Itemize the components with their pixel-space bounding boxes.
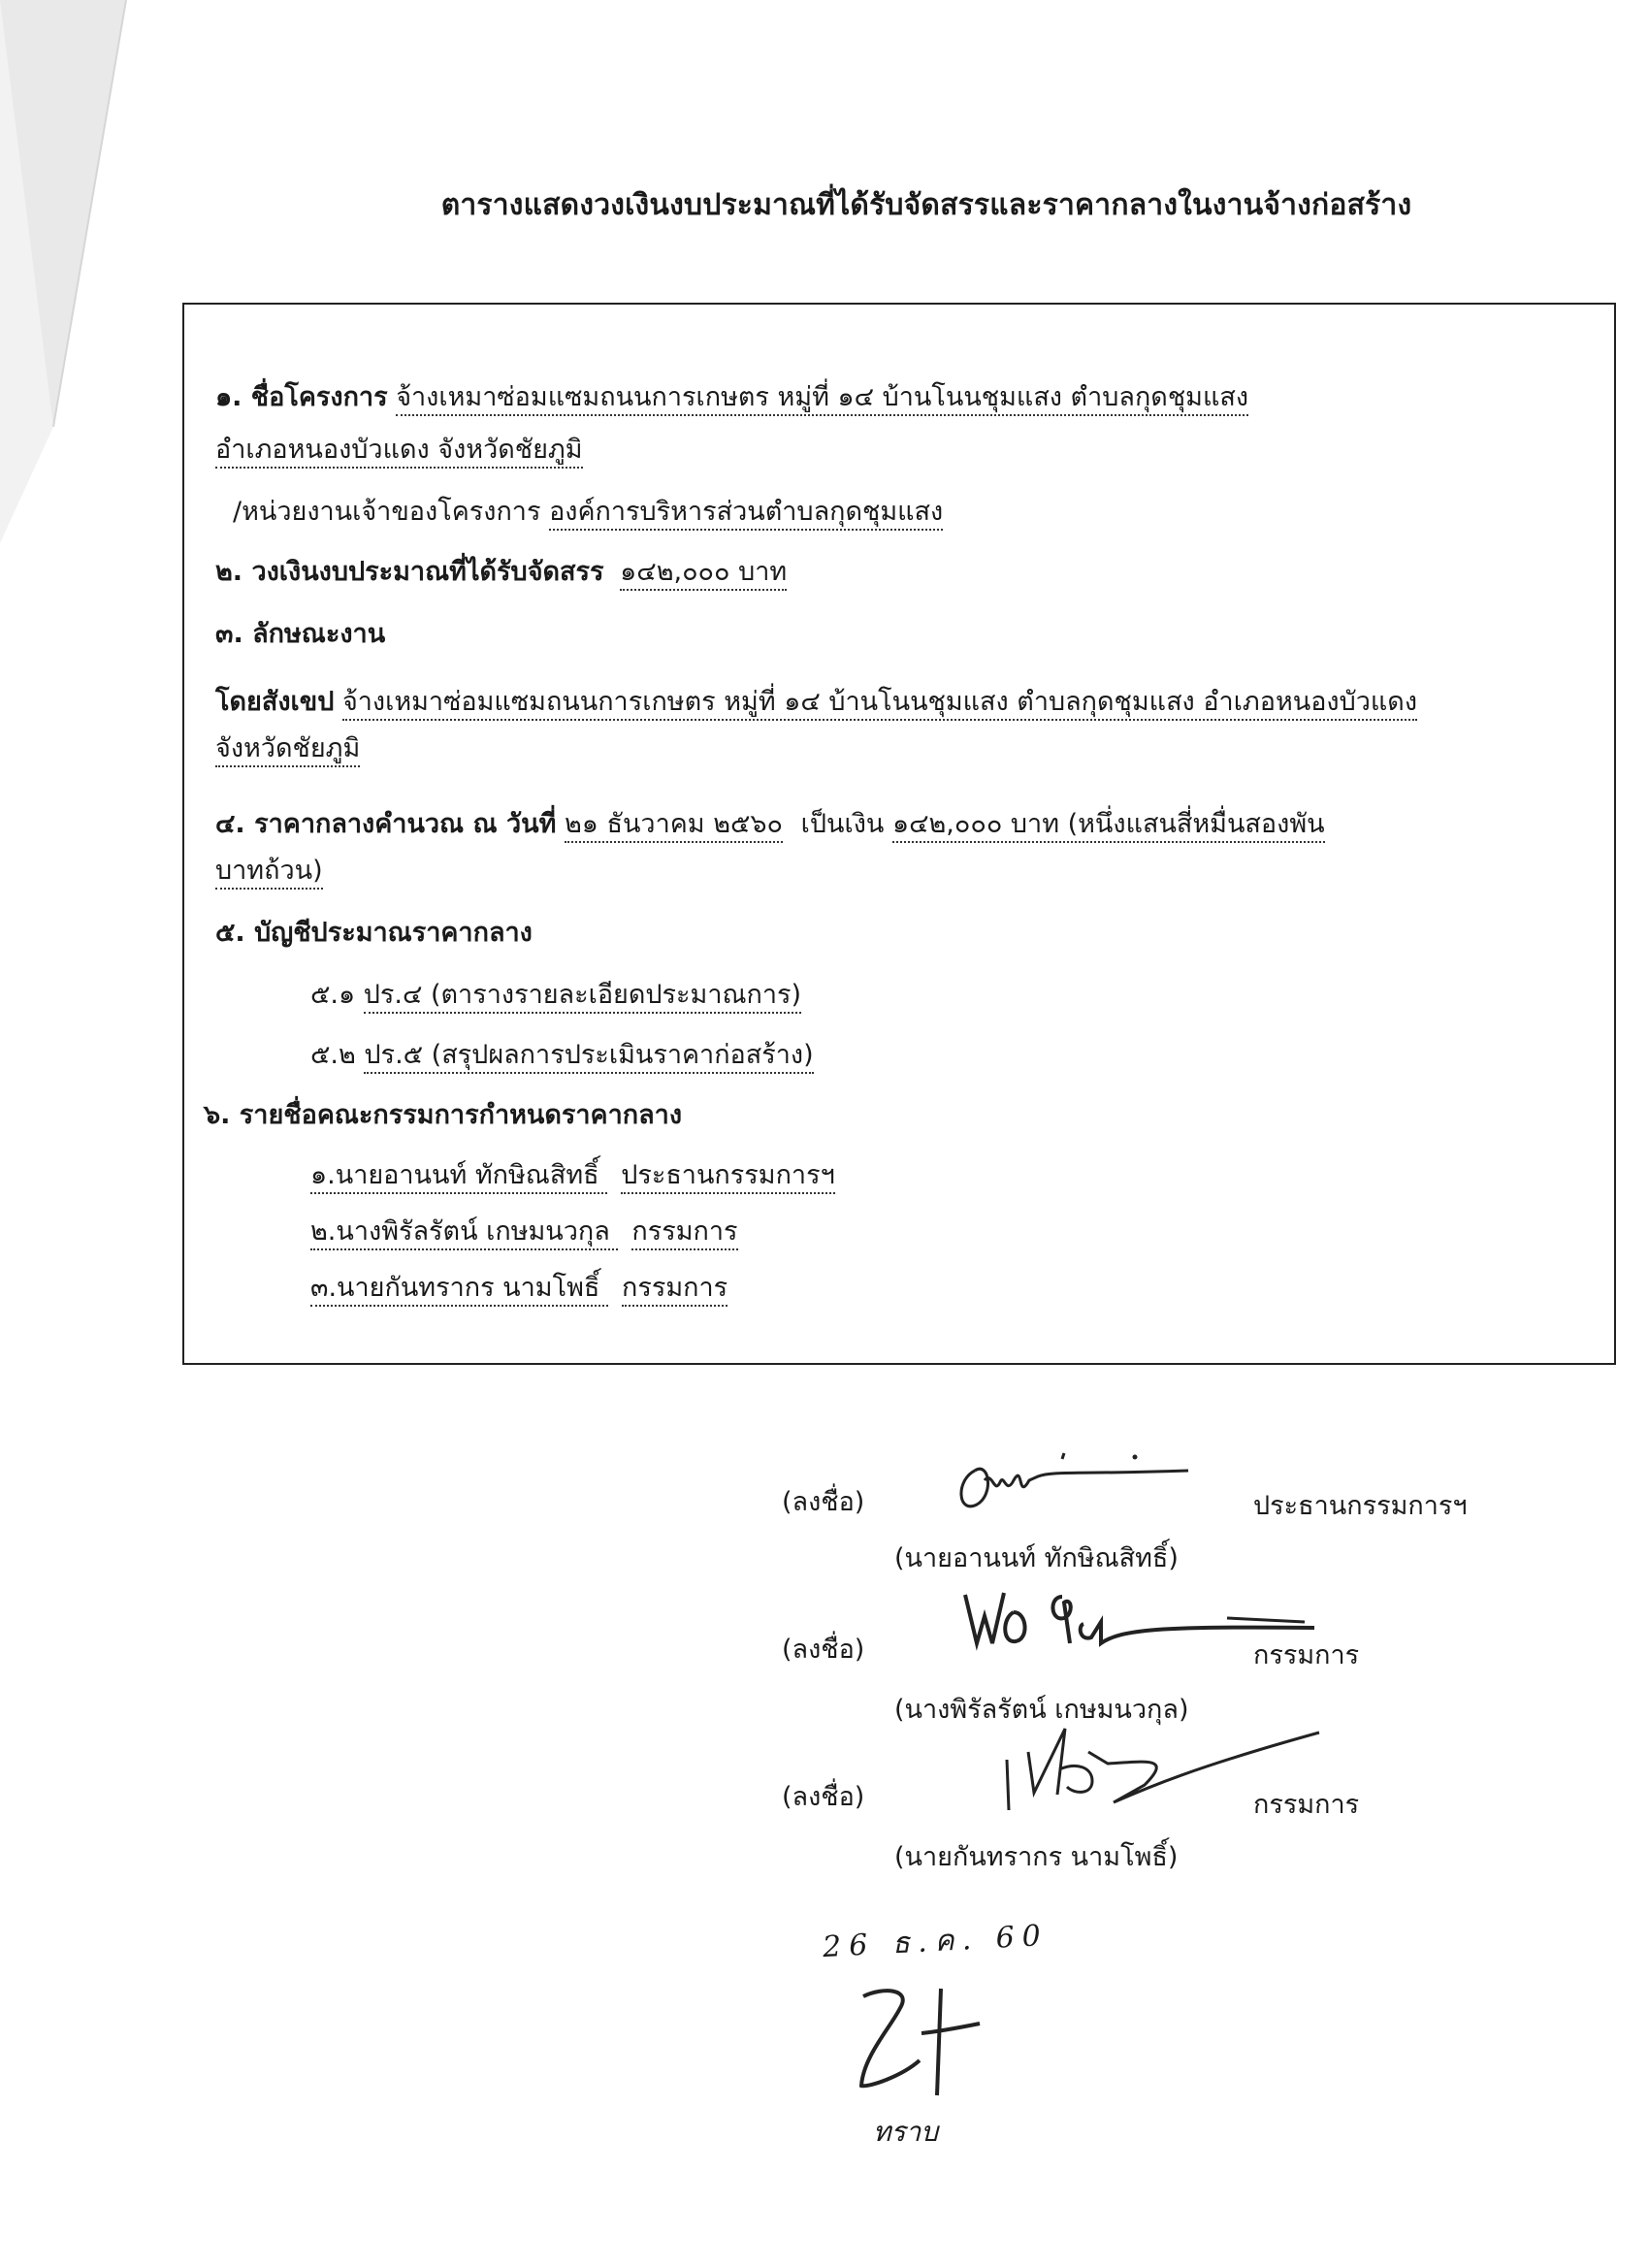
member-name: นายอานนท์ ทักษิณสิทธิ์ bbox=[335, 1160, 599, 1190]
member-num: ๓. bbox=[310, 1273, 338, 1303]
section1-row bbox=[215, 384, 1248, 410]
page-title: ตารางแสดงวงเงินงบประมาณที่ได้รับจัดสรรและราคากลางในงานจ้างก่อสร้าง bbox=[440, 188, 1412, 222]
member-role: กรรมการ bbox=[622, 1273, 728, 1307]
section5-item-text: ปร.๕ (สรุปผลการประเมินราคาก่อสร้าง) bbox=[364, 1040, 813, 1074]
initials-image bbox=[844, 1979, 999, 2105]
sign-label: (ลงชื่อ) bbox=[782, 1487, 865, 1517]
sign-label: (ลงชื่อ) bbox=[782, 1782, 865, 1812]
member-role: ประธานกรรมการฯ bbox=[621, 1160, 835, 1194]
signer-role: กรรมการ bbox=[1253, 1640, 1360, 1670]
committee-member bbox=[310, 1162, 835, 1188]
owner-value: องค์การบริหารส่วนตำบลกุดชุมแสง bbox=[549, 497, 943, 531]
section3-summary-row bbox=[215, 689, 1417, 715]
signer-role: กรรมการ bbox=[1253, 1790, 1360, 1820]
handwritten-date: 26 ธ.ค. 60 bbox=[822, 1918, 1050, 1965]
signature-1-image bbox=[946, 1442, 1227, 1519]
section6-label: ๖. รายชื่อคณะกรรมการกำหนดราคากลาง bbox=[204, 1100, 683, 1130]
signer-printed-name: (นางพิรัลรัตน์ เกษมนวกุล) bbox=[894, 1695, 1189, 1725]
owner-row bbox=[233, 499, 943, 525]
sign-label: (ลงชื่อ) bbox=[782, 1635, 865, 1665]
budget-value: ๑๔๒,๐๐๐ บาท bbox=[620, 557, 787, 591]
member-role: กรรมการ bbox=[631, 1216, 737, 1250]
project-name-line1: จ้างเหมาซ่อมแซมถนนการเกษตร หมู่ที่ ๑๔ บ้านโนนชุมแสง ตำบลกุดชุมแสง bbox=[396, 382, 1248, 416]
project-name-line2: อำเภอหนองบัวแดง จังหวัดชัยภูมิ bbox=[215, 435, 583, 469]
section1-row2 bbox=[215, 437, 583, 463]
section3-label: ๓. ลักษณะงาน bbox=[215, 619, 386, 649]
committee-member bbox=[310, 1275, 728, 1301]
section5-item bbox=[310, 1042, 814, 1068]
signer-role: ประธานกรรมการฯ bbox=[1253, 1491, 1468, 1521]
section5-label: ๕. บัญชีประมาณราคากลาง bbox=[215, 918, 533, 948]
amount-line1: ๑๔๒,๐๐๐ บาท (หนึ่งแสนสี่หมื่นสองพัน bbox=[892, 809, 1325, 843]
member-num: ๒. bbox=[310, 1216, 337, 1247]
signer-printed-name: (นายอานนท์ ทักษิณสิทธิ์) bbox=[894, 1543, 1179, 1573]
section5-item-num: ๕.๑ bbox=[310, 980, 356, 1010]
member-num: ๑. bbox=[310, 1160, 336, 1190]
section4-label: ๔. ราคากลางคำนวณ ณ วันที่ bbox=[215, 809, 557, 839]
amount-label: เป็นเงิน bbox=[800, 809, 885, 839]
section4-row2 bbox=[215, 858, 323, 884]
summary-line1: จ้างเหมาซ่อมแซมถนนการเกษตร หมู่ที่ ๑๔ บ้านโนนชุมแสง ตำบลกุดชุมแสง อำเภอหนองบัวแดง bbox=[342, 687, 1417, 721]
section1-label: ๑. ชื่อโครงการ bbox=[215, 382, 388, 412]
section3-summary-row2 bbox=[215, 735, 360, 761]
section4-row bbox=[215, 811, 1325, 837]
section5-item bbox=[310, 982, 801, 1008]
member-name: นางพิรัลรัตน์ เกษมนวกุล bbox=[336, 1216, 610, 1247]
committee-member bbox=[310, 1218, 738, 1245]
section2-row bbox=[215, 559, 787, 585]
signer-printed-name: (นายกันทรากร นามโพธิ์) bbox=[894, 1842, 1179, 1872]
summary-label: โดยสังเขป bbox=[215, 687, 335, 717]
section2-label: ๒. วงเงินงบประมาณที่ได้รับจัดสรร bbox=[215, 557, 604, 587]
member-name: นายกันทรากร นามโพธิ์ bbox=[337, 1273, 600, 1303]
section5-item-num: ๕.๒ bbox=[310, 1040, 356, 1070]
calc-date: ๒๑ ธันวาคม ๒๕๖๐ bbox=[565, 809, 783, 843]
handwritten-ack: ทราบ bbox=[873, 2116, 938, 2148]
summary-line2: จังหวัดชัยภูมิ bbox=[215, 733, 360, 767]
section5-item-text: ปร.๔ (ตารางรายละเอียดประมาณการ) bbox=[364, 980, 801, 1014]
owner-label: /หน่วยงานเจ้าของโครงการ bbox=[233, 497, 541, 527]
amount-line2: บาทถ้วน) bbox=[215, 856, 323, 890]
